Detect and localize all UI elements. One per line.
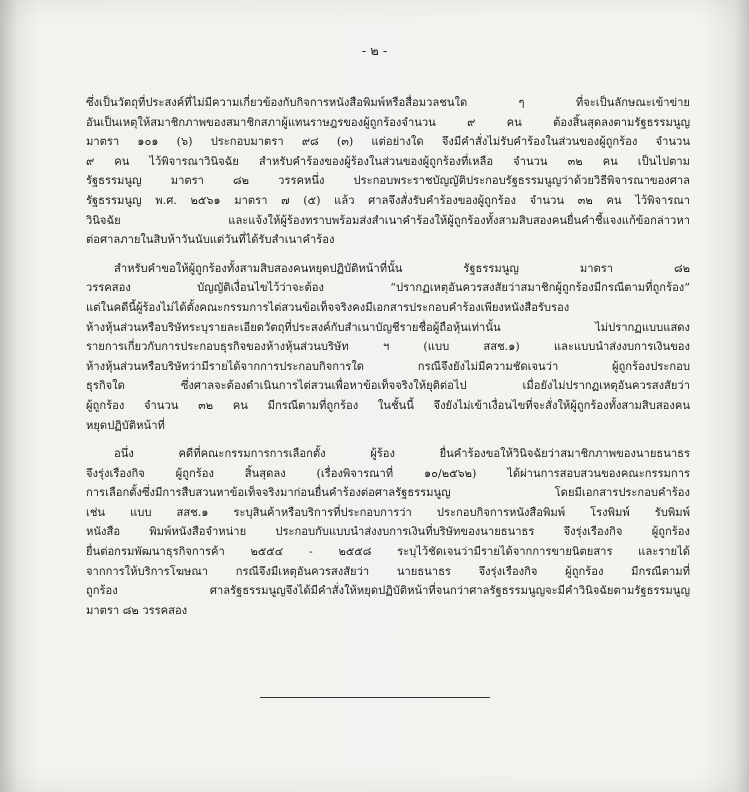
text-line: ๙ คน ไว้พิจารณาวินิจฉัย สำหรับคำร้องของผู้ร้องในส่วนของผู้ถูกร้องที่เหลือ จำนวน ๓๒ คน เป็นไปตาม (86, 154, 690, 168)
text-line: แต่ในคดีนี้ผู้ร้องไม่ได้ตั้งคณะกรรมการไต่สวนข้อเท็จจริงคงมีเอกสารประกอบคำร้องเพียงหนังสือรับรอง (86, 300, 570, 314)
text-line: เช่น แบบ สสช.๑ ระบุสินค้าหรือบริการที่ประกอบการว่า ประกอบกิจการหนังสือพิมพ์ โรงพิมพ์ รับพิมพ์ (86, 505, 690, 519)
text-line: ธุรกิจใด ซึ่งศาลจะต้องดำเนินการไต่สวนเพื่อหาข้อเท็จจริงให้ยุติต่อไป เมื่อยังไม่ปรากฏเหตุอันควรสงสัยว่า (86, 379, 690, 393)
paragraph-gap (86, 435, 690, 444)
paragraph-gap (86, 250, 690, 259)
end-divider-line (260, 697, 490, 698)
text-line: จึงรุ่งเรืองกิจ ผู้ถูกร้อง สิ้นสุดลง (เรื่องพิจารณาที่ ๑๐/๒๕๖๒) ได้ผ่านการสอบสวนของคณะกรรมการ (86, 466, 690, 480)
text-line: วินิจฉัย และแจ้งให้ผู้ร้องทราบพร้อมส่งสำเนาคำร้องให้ผู้ถูกร้องทั้งสามสิบสองคนยื่นคำชี้แจงแก้ข้อกล่าวหา (86, 213, 690, 227)
page-number: - ๒ - (361, 44, 388, 59)
text-line: มาตรา ๑๐๑ (๖) ประกอบมาตรา ๙๘ (๓) แต่อย่างใด จึงมีคำสั่งไม่รับคำร้องในส่วนของผู้ถูกร้อง จำนวน (86, 135, 690, 149)
text-line: อนึ่ง คดีที่คณะกรรมการการเลือกตั้ง ผู้ร้อง ยื่นคำร้องขอให้วินิจฉัยว่าสมาชิกภาพของนายธนาธร (114, 447, 690, 461)
document-body (86, 93, 690, 620)
text-line: วรรคสอง บัญญัติเงื่อนไขไว้ว่าจะต้อง “ปรากฏเหตุอันควรสงสัยว่าสมาชิกผู้ถูกร้องมีกรณีตามที่ถูกร้อง” (86, 281, 690, 295)
text-line: ห้างหุ้นส่วนหรือบริษัทระบุรายละเอียดวัตถุที่ประสงค์กับสำเนาบัญชีรายชื่อผู้ถือหุ้นเท่านั้น ไม่ปรากฏแบบแสดง (86, 320, 690, 334)
text-line: ถูกร้อง ศาลรัฐธรรมนูญจึงได้มีคำสั่งให้หยุดปฏิบัติหน้าที่จนกว่าศาลรัฐธรรมนูญจะมีคำวินิจฉัยตามรัฐธรรมนูญ (86, 584, 690, 598)
text-line: รัฐธรรมนูญ มาตรา ๘๒ วรรคหนึ่ง ประกอบพระราชบัญญัติประกอบรัฐธรรมนูญว่าด้วยวิธีพิจารณาของศาล (86, 174, 690, 188)
text-line: สำหรับคำขอให้ผู้ถูกร้องทั้งสามสิบสองคนหยุดปฏิบัติหน้าที่นั้น รัฐธรรมนูญ มาตรา ๘๒ (114, 261, 690, 275)
text-line: ผู้ถูกร้อง จำนวน ๓๒ คน มีกรณีตามที่ถูกร้อง ในชั้นนี้ จึงยังไม่เข้าเงื่อนไขที่จะสั่งให้ผู้ถูกร้องทั้งสามสิบสองคน (86, 398, 690, 412)
text-line: จากการให้บริการโฆษณา กรณีจึงมีเหตุอันควรสงสัยว่า นายธนาธร จึงรุ่งเรืองกิจ ผู้ถูกร้อง มีกรณีตามที่ (86, 564, 690, 578)
text-line: รัฐธรรมนูญ พ.ศ. ๒๕๖๑ มาตรา ๗ (๕) แล้ว ศาลจึงสั่งรับคำร้องของผู้ถูกร้อง จำนวน ๓๒ คน ไว้พิจารณา (86, 193, 690, 207)
text-line: มาตรา ๘๒ วรรคสอง (86, 603, 188, 617)
text-line: รายการเกี่ยวกับการประกอบธุรกิจของห้างหุ้นส่วนบริษัท ฯ (แบบ สสช.๑) และแบบนำส่งงบการเงินของ (86, 340, 690, 354)
text-line: หยุดปฏิบัติหน้าที่ (86, 418, 165, 432)
text-line: ห้างหุ้นส่วนหรือบริษัทว่ามีรายได้จากการประกอบกิจการใด กรณีจึงยังไม่มีความชัดเจนว่า ผู้ถูกร้องประกอบ (86, 359, 690, 373)
text-line: ต่อศาลภายในสิบห้าวันนับแต่วันที่ได้รับสำเนาคำร้อง (86, 233, 335, 247)
text-line: ซึ่งเป็นวัตถุที่ประสงค์ที่ไม่มีความเกี่ยวข้องกับกิจการหนังสือพิมพ์หรือสื่อมวลชนใด ๆ ที่จะเป็นลักษณะเข้าข่าย (86, 96, 690, 109)
text-line: การเลือกตั้งซึ่งมีการสืบสวนหาข้อเท็จจริงมาก่อนยื่นคำร้องต่อศาลรัฐธรรมนูญ โดยมีเอกสารประกอบคำร้อง (86, 486, 690, 500)
text-line: หนังสือ พิมพ์หนังสือจำหน่าย ประกอบกับแบบนำส่งงบการเงินที่บริษัทของนายธนาธร จึงรุ่งเรืองกิจ ผู้ถูกร้อง (86, 525, 690, 539)
text-line: อันเป็นเหตุให้สมาชิกภาพของสมาชิกสภาผู้แทนราษฎรของผู้ถูกร้องจำนวน ๙ คน ต้องสิ้นสุดลงตามรัฐธรรมนูญ (86, 115, 690, 129)
text-line: ยื่นต่อกรมพัฒนาธุรกิจการค้า ๒๕๕๔ - ๒๕๕๘ ระบุไว้ชัดเจนว่ามีรายได้จากการขายนิตยสาร และรายได้ (86, 545, 690, 559)
